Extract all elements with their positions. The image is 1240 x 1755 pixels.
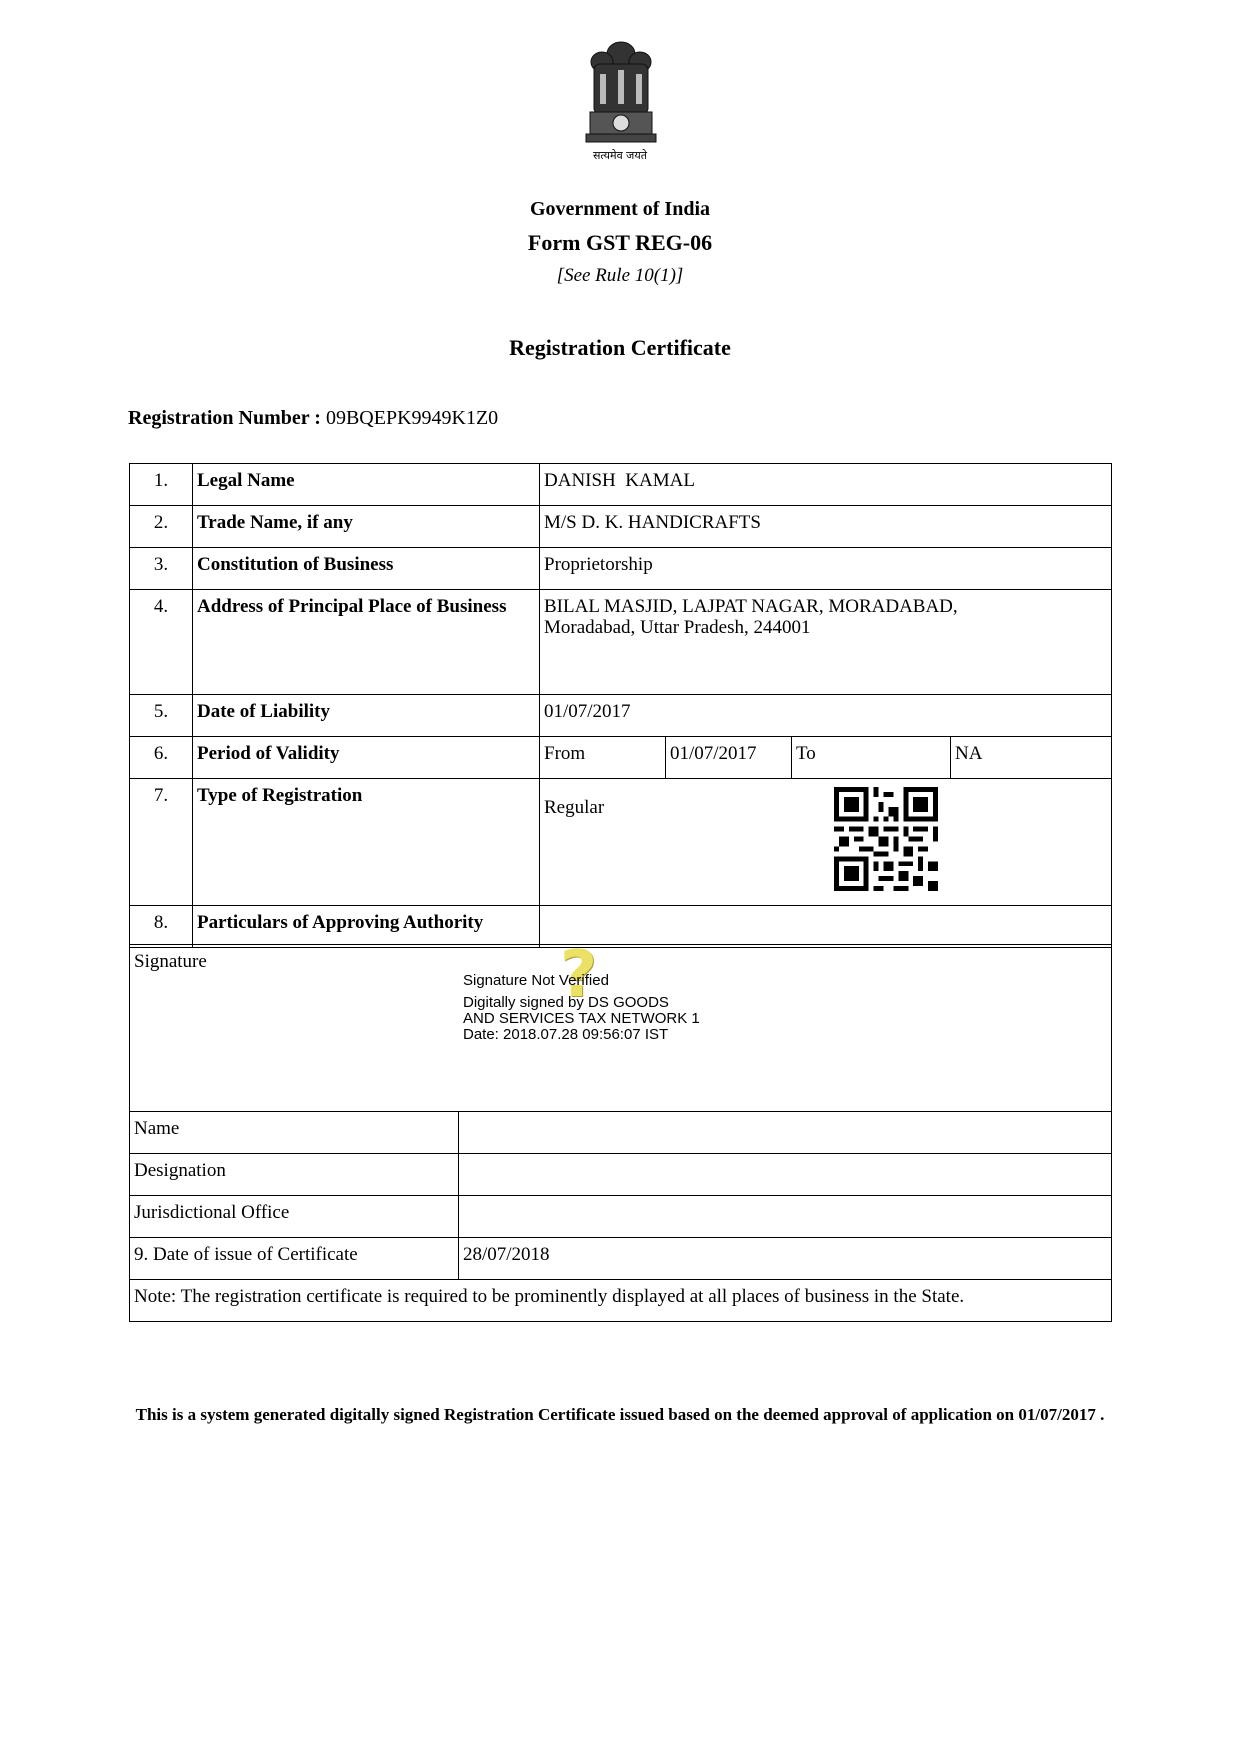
row-label: Address of Principal Place of Business (193, 590, 540, 695)
validity-to-value: NA (951, 737, 1112, 779)
jurisdictional-office-value (459, 1196, 1112, 1238)
table-row (130, 737, 1112, 779)
address-line-1: BILAL MASJID, LAJPAT NAGAR, MORADABAD, (544, 596, 958, 617)
row-number: 3. (130, 548, 193, 590)
issue-date-label: 9. Date of issue of Certificate (130, 1238, 459, 1280)
table-row (130, 906, 1112, 948)
signed-by-line-2: AND SERVICES TAX NETWORK 1 (463, 1010, 700, 1027)
designation-label: Designation (130, 1154, 459, 1196)
row-number: 5. (130, 695, 193, 737)
validity-from-label: From (540, 737, 666, 779)
details-table (129, 463, 1112, 948)
liability-date-value: 01/07/2017 (540, 695, 1112, 737)
rule-reference: [See Rule 10(1)] (556, 265, 684, 286)
authority-name-label: Name (130, 1112, 459, 1154)
row-label: Legal Name (193, 464, 540, 506)
signed-by-line-1: Digitally signed by DS GOODS (463, 994, 669, 1011)
table-row (130, 1238, 1112, 1280)
signature-row (130, 945, 1112, 1112)
row-number: 1. (130, 464, 193, 506)
certificate-note: Note: The registration certificate is required to be prominently displayed at all places of business in the State. (130, 1280, 1112, 1322)
row-number: 6. (130, 737, 193, 779)
footer-statement: This is a system generated digitally signed Registration Certificate issued based on the deemed approval of application on 01/07/2017 . (135, 1405, 1105, 1424)
table-row (130, 506, 1112, 548)
table-row (130, 1196, 1112, 1238)
row-label: Date of Liability (193, 695, 540, 737)
row-label: Trade Name, if any (193, 506, 540, 548)
authority-table (129, 938, 1112, 1322)
table-row (130, 779, 1112, 906)
jurisdictional-office-label: Jurisdictional Office (130, 1196, 459, 1238)
table-row (130, 1112, 1112, 1154)
table-row (130, 464, 1112, 506)
form-title: Form GST REG-06 (527, 230, 713, 255)
emblem-motto: सत्यमेव जयते (592, 149, 647, 162)
designation-value (459, 1154, 1112, 1196)
row-label: Period of Validity (193, 737, 540, 779)
row-number: 8. (130, 906, 193, 948)
row-number: 2. (130, 506, 193, 548)
table-row (130, 1280, 1112, 1322)
table-row (130, 548, 1112, 590)
validity-to-label: To (792, 737, 951, 779)
row-number: 4. (130, 590, 193, 695)
table-row (130, 590, 1112, 695)
registration-type-value: Regular (544, 797, 605, 818)
validity-from-value: 01/07/2017 (666, 737, 792, 779)
issue-date-value: 28/07/2018 (459, 1238, 1112, 1280)
signature-label: Signature (134, 951, 207, 972)
address-line-2: Moradabad, Uttar Pradesh, 244001 (544, 617, 811, 638)
row-number: 7. (130, 779, 193, 906)
certificate-title: Registration Certificate (509, 335, 731, 360)
registration-type-cell (540, 779, 1112, 906)
row-label: Particulars of Approving Authority (193, 906, 540, 948)
approving-authority-value (540, 906, 1112, 948)
row-label: Constitution of Business (193, 548, 540, 590)
question-mark-icon: ? (560, 938, 598, 1012)
address-value (540, 590, 1112, 695)
row-label: Type of Registration (193, 779, 540, 906)
registration-number-value: 09BQEPK9949K1Z0 (325, 407, 499, 429)
qr-code-icon (834, 787, 938, 891)
constitution-value: Proprietorship (540, 548, 1112, 590)
authority-name-value (459, 1112, 1112, 1154)
table-row (130, 695, 1112, 737)
digital-signature-block (463, 973, 700, 1043)
signature-date: Date: 2018.07.28 09:56:07 IST (463, 1026, 669, 1043)
registration-number-label: Registration Number : (128, 407, 321, 429)
trade-name-value: M/S D. K. HANDICRAFTS (540, 506, 1112, 548)
legal-name-value: DANISH KAMAL (540, 464, 1112, 506)
registration-number (128, 407, 498, 430)
signature-status: Signature Not Verified (463, 972, 609, 989)
signature-cell (130, 938, 1112, 1112)
table-row (130, 1154, 1112, 1196)
government-heading: Government of India (530, 198, 710, 220)
